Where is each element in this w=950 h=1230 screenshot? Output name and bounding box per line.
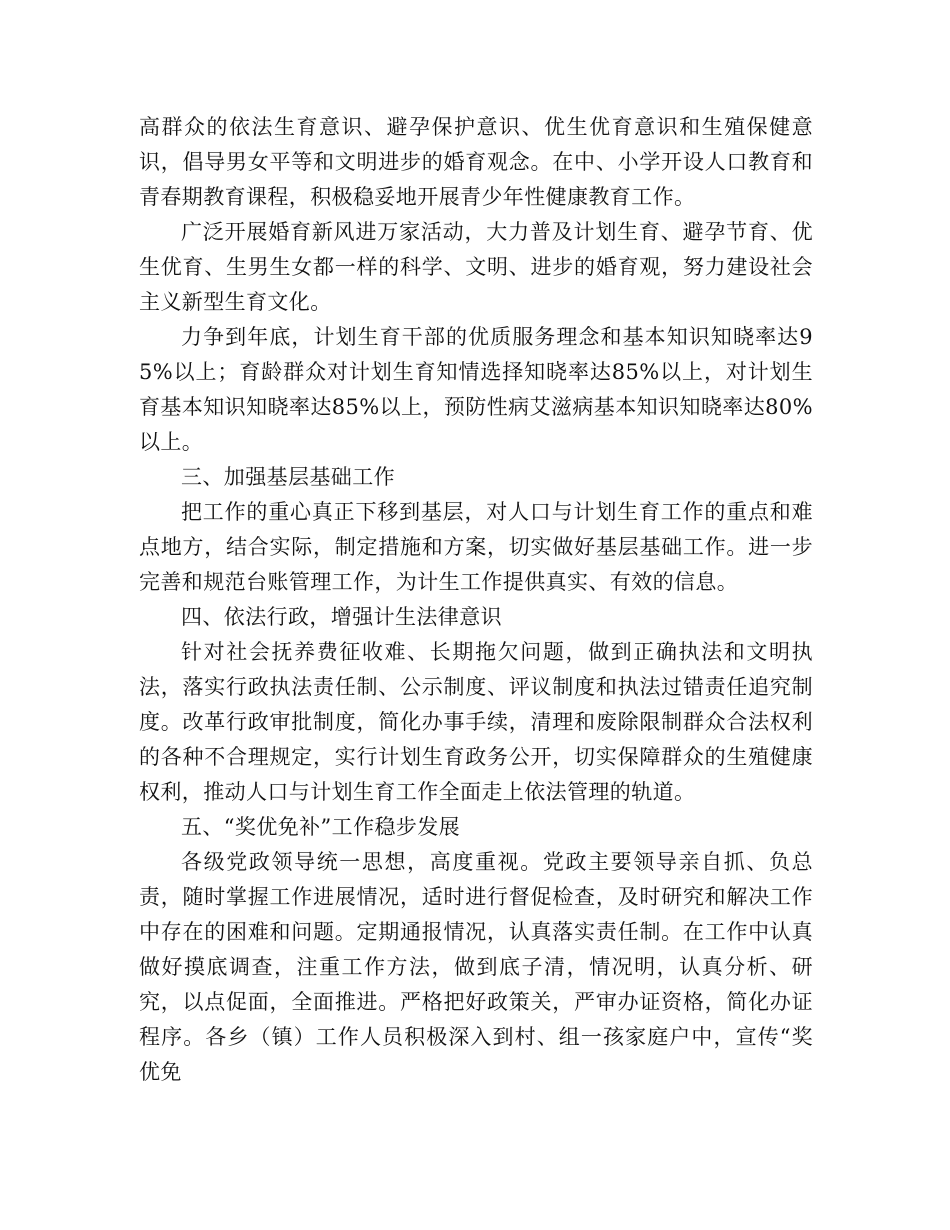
paragraph-leadership: 各级党政领导统一思想，高度重视。党政主要领导亲自抓、负总责，随时掌握工作进展情况，适时进行督促检查，及时研究和解决工作中存在的困难和问题。定期通报情况，认真落实责任制。在工作中认真做好摸底调查，注重工作方法，做到底子清，情况明，认真分析、研究，以点促面，全面推进。严格把好政策关，严审办证资格，简化办证程序。各乡（镇）工作人员积极深入到村、组一孩家庭户中，宣传“奖优免	[139, 850, 813, 1084]
paragraph-grassroots: 把工作的重心真正下移到基层，对人口与计划生育工作的重点和难点地方，结合实际，制定措施和方案，切实做好基层基础工作。进一步完善和规范台账管理工作，为计生工作提供真实、有效的信息。	[139, 500, 813, 594]
section-heading-5: 五、“奖优免补”工作稳步发展	[181, 815, 461, 839]
document-body	[139, 110, 813, 1090]
section-heading-3: 三、加强基层基础工作	[181, 465, 395, 489]
section-heading-4: 四、依法行政，增强计生法律意识	[181, 605, 502, 629]
paragraph-marriage-customs: 广泛开展婚育新风进万家活动，大力普及计划生育、避孕节育、优生优育、生男生女都一样的科学、文明、进步的婚育观，努力建设社会主义新型生育文化。	[139, 220, 813, 314]
paragraph-law-enforcement: 针对社会抚养费征收难、长期拖欠问题，做到正确执法和文明执法，落实行政执法责任制、公示制度、评议制度和执法过错责任追究制度。改革行政审批制度，简化办事手续，清理和废除限制群众合法权利的各种不合理规定，实行计划生育政务公开，切实保障群众的生殖健康权利，推动人口与计划生育工作全面走上依法管理的轨道。	[139, 640, 813, 804]
paragraph-awareness-targets: 力争到年底，计划生育干部的优质服务理念和基本知识知晓率达95%以上；育龄群众对计划生育知情选择知晓率达85%以上，对计划生育基本知识知晓率达85%以上，预防性病艾滋病基本知识知晓率达80%以上。	[139, 325, 813, 454]
paragraph-continued: 高群众的依法生育意识、避孕保护意识、优生优育意识和生殖保健意识，倡导男女平等和文明进步的婚育观念。在中、小学开设人口教育和青春期教育课程，积极稳妥地开展青少年性健康教育工作。	[139, 115, 813, 209]
